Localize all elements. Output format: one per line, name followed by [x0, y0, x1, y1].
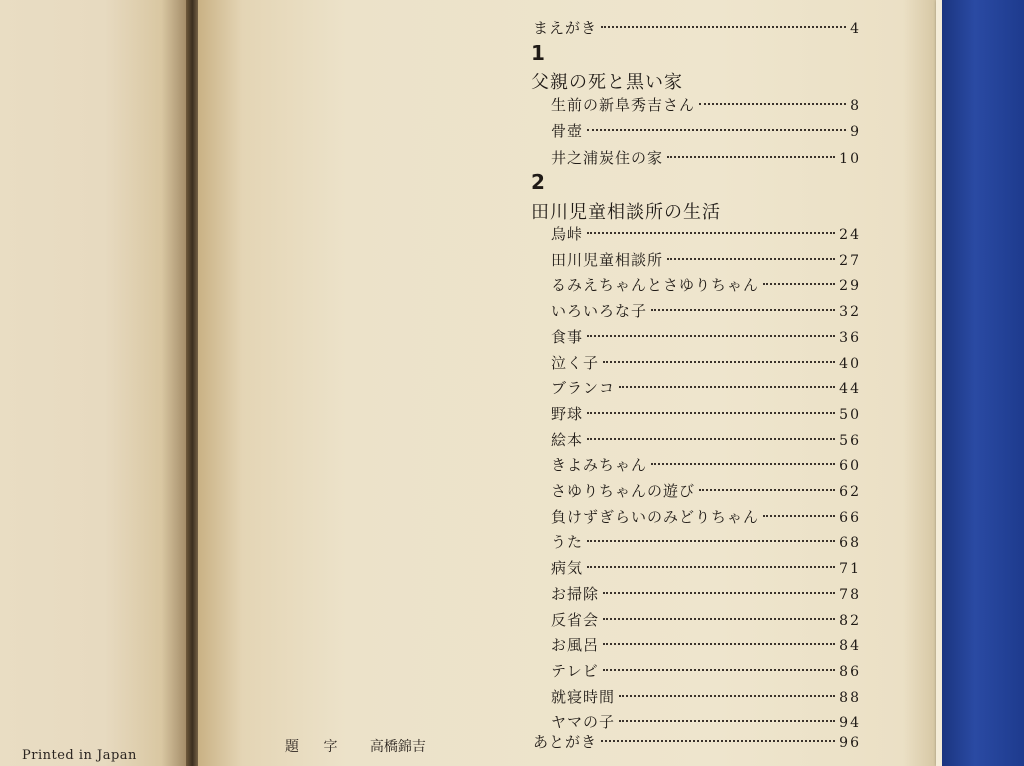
toc-leader [601, 740, 835, 742]
toc-entry [551, 531, 861, 555]
toc-leader [667, 258, 835, 260]
toc-leader [603, 669, 835, 671]
toc-title: 生前の新阜秀吉さん [551, 96, 696, 114]
toc-leader [587, 438, 835, 440]
toc-title: きよみちゃん [551, 456, 648, 475]
section-number: 1 [531, 41, 545, 65]
toc-entry [551, 557, 861, 581]
toc-leader [763, 283, 835, 285]
toc-entry [551, 352, 861, 376]
toc-title: 絵本 [551, 430, 584, 449]
toc-page: 60 [839, 458, 861, 475]
toc-leader [667, 156, 835, 158]
toc-leader [587, 412, 835, 414]
toc-entry [551, 480, 861, 504]
toc-entry [551, 326, 861, 350]
toc-page: 78 [839, 586, 861, 603]
section-heading: 父親の死と黒い家 [531, 72, 683, 93]
toc-title: 就寝時間 [551, 687, 616, 706]
toc-entry [551, 686, 861, 710]
toc-leader [603, 361, 835, 363]
toc-title: 野球 [551, 404, 584, 423]
toc-title: ブランコ [551, 379, 616, 398]
toc-page: 86 [839, 663, 861, 680]
toc-leader [587, 540, 835, 542]
toc-page: 96 [839, 735, 861, 751]
toc-page: 50 [839, 406, 861, 423]
toc-entry [551, 454, 861, 478]
toc-entry [551, 147, 861, 171]
toc-entry [551, 609, 861, 633]
toc-entry [551, 223, 861, 247]
toc-title: 食事 [551, 327, 584, 346]
toc-page: 4 [850, 21, 861, 37]
toc-entry [551, 300, 861, 324]
toc-page: 27 [839, 252, 861, 269]
toc-leader [619, 386, 835, 388]
toc-page: 84 [839, 638, 861, 655]
toc-entry-preface [533, 17, 861, 41]
toc-title: 負けずぎらいのみどりちゃん [551, 507, 760, 526]
toc-title: 烏峠 [551, 225, 584, 243]
toc-page: 8 [850, 98, 861, 114]
toc-entry [551, 120, 861, 144]
toc-page: 66 [839, 509, 861, 526]
toc-leader [699, 103, 846, 105]
toc-entry [551, 583, 861, 607]
toc-title: 田川児童相談所 [551, 250, 664, 269]
toc-title: 骨壺 [551, 122, 584, 141]
toc-page: 9 [850, 124, 861, 141]
toc-leader [587, 129, 846, 131]
toc-title: るみえちゃんとさゆりちゃん [551, 276, 760, 295]
toc-leader [603, 643, 835, 645]
toc-leader [587, 566, 835, 568]
toc-leader [651, 309, 835, 311]
toc-title: うた [551, 533, 584, 552]
toc-entry [551, 274, 861, 298]
toc-title: あとがき [533, 733, 598, 751]
toc-title: 井之浦炭住の家 [551, 148, 664, 167]
toc-entry [551, 403, 861, 427]
toc-leader [603, 618, 835, 620]
toc-page: 94 [839, 715, 861, 732]
toc-leader [587, 232, 835, 234]
toc-page: 82 [839, 612, 861, 629]
toc-title: 病気 [551, 559, 584, 578]
toc-leader [619, 720, 835, 722]
toc-entry [551, 634, 861, 658]
toc-leader [651, 463, 835, 465]
toc-title: いろいろな子 [551, 302, 648, 321]
toc-entry [551, 249, 861, 273]
credit-name: 高橋錦吉 [369, 739, 426, 755]
toc-title: テレビ [551, 661, 599, 680]
toc-page: 36 [839, 329, 861, 346]
toc-page: 29 [839, 278, 861, 295]
toc-entry [551, 506, 861, 530]
toc-page: 71 [839, 561, 861, 578]
toc-entry-afterword [533, 731, 861, 755]
toc-title: お掃除 [551, 584, 600, 603]
toc-title: 泣く子 [551, 353, 600, 372]
toc-leader [587, 335, 835, 337]
toc-leader [619, 695, 835, 697]
toc-page: 40 [839, 355, 861, 372]
toc-page: 32 [839, 304, 861, 321]
toc-entry [551, 660, 861, 684]
toc-page: 62 [839, 484, 861, 500]
section-number: 2 [531, 170, 545, 194]
toc-title: さゆりちゃんの遊び [551, 482, 696, 500]
toc-leader [763, 515, 835, 517]
toc-title: お風呂 [551, 636, 600, 655]
section-heading: 田川児童相談所の生活 [531, 202, 721, 223]
toc-title: まえがき [533, 19, 598, 37]
printed-in-japan: Printed in Japan [22, 748, 137, 763]
toc-entry [551, 429, 861, 453]
toc-title: 反省会 [551, 610, 600, 629]
toc-page: 68 [839, 535, 861, 552]
toc-page: 88 [839, 689, 861, 706]
credit-label: 題 字 [285, 739, 348, 755]
toc-leader [601, 26, 846, 28]
toc-page: 24 [839, 227, 861, 243]
toc-page: 56 [839, 432, 861, 449]
toc-entry [551, 94, 861, 118]
toc-leader [603, 592, 835, 594]
toc-title: ヤマの子 [551, 713, 616, 732]
toc-leader [699, 489, 835, 491]
toc-entry [551, 377, 861, 401]
toc-page: 10 [839, 150, 861, 167]
toc-page: 44 [839, 381, 861, 398]
